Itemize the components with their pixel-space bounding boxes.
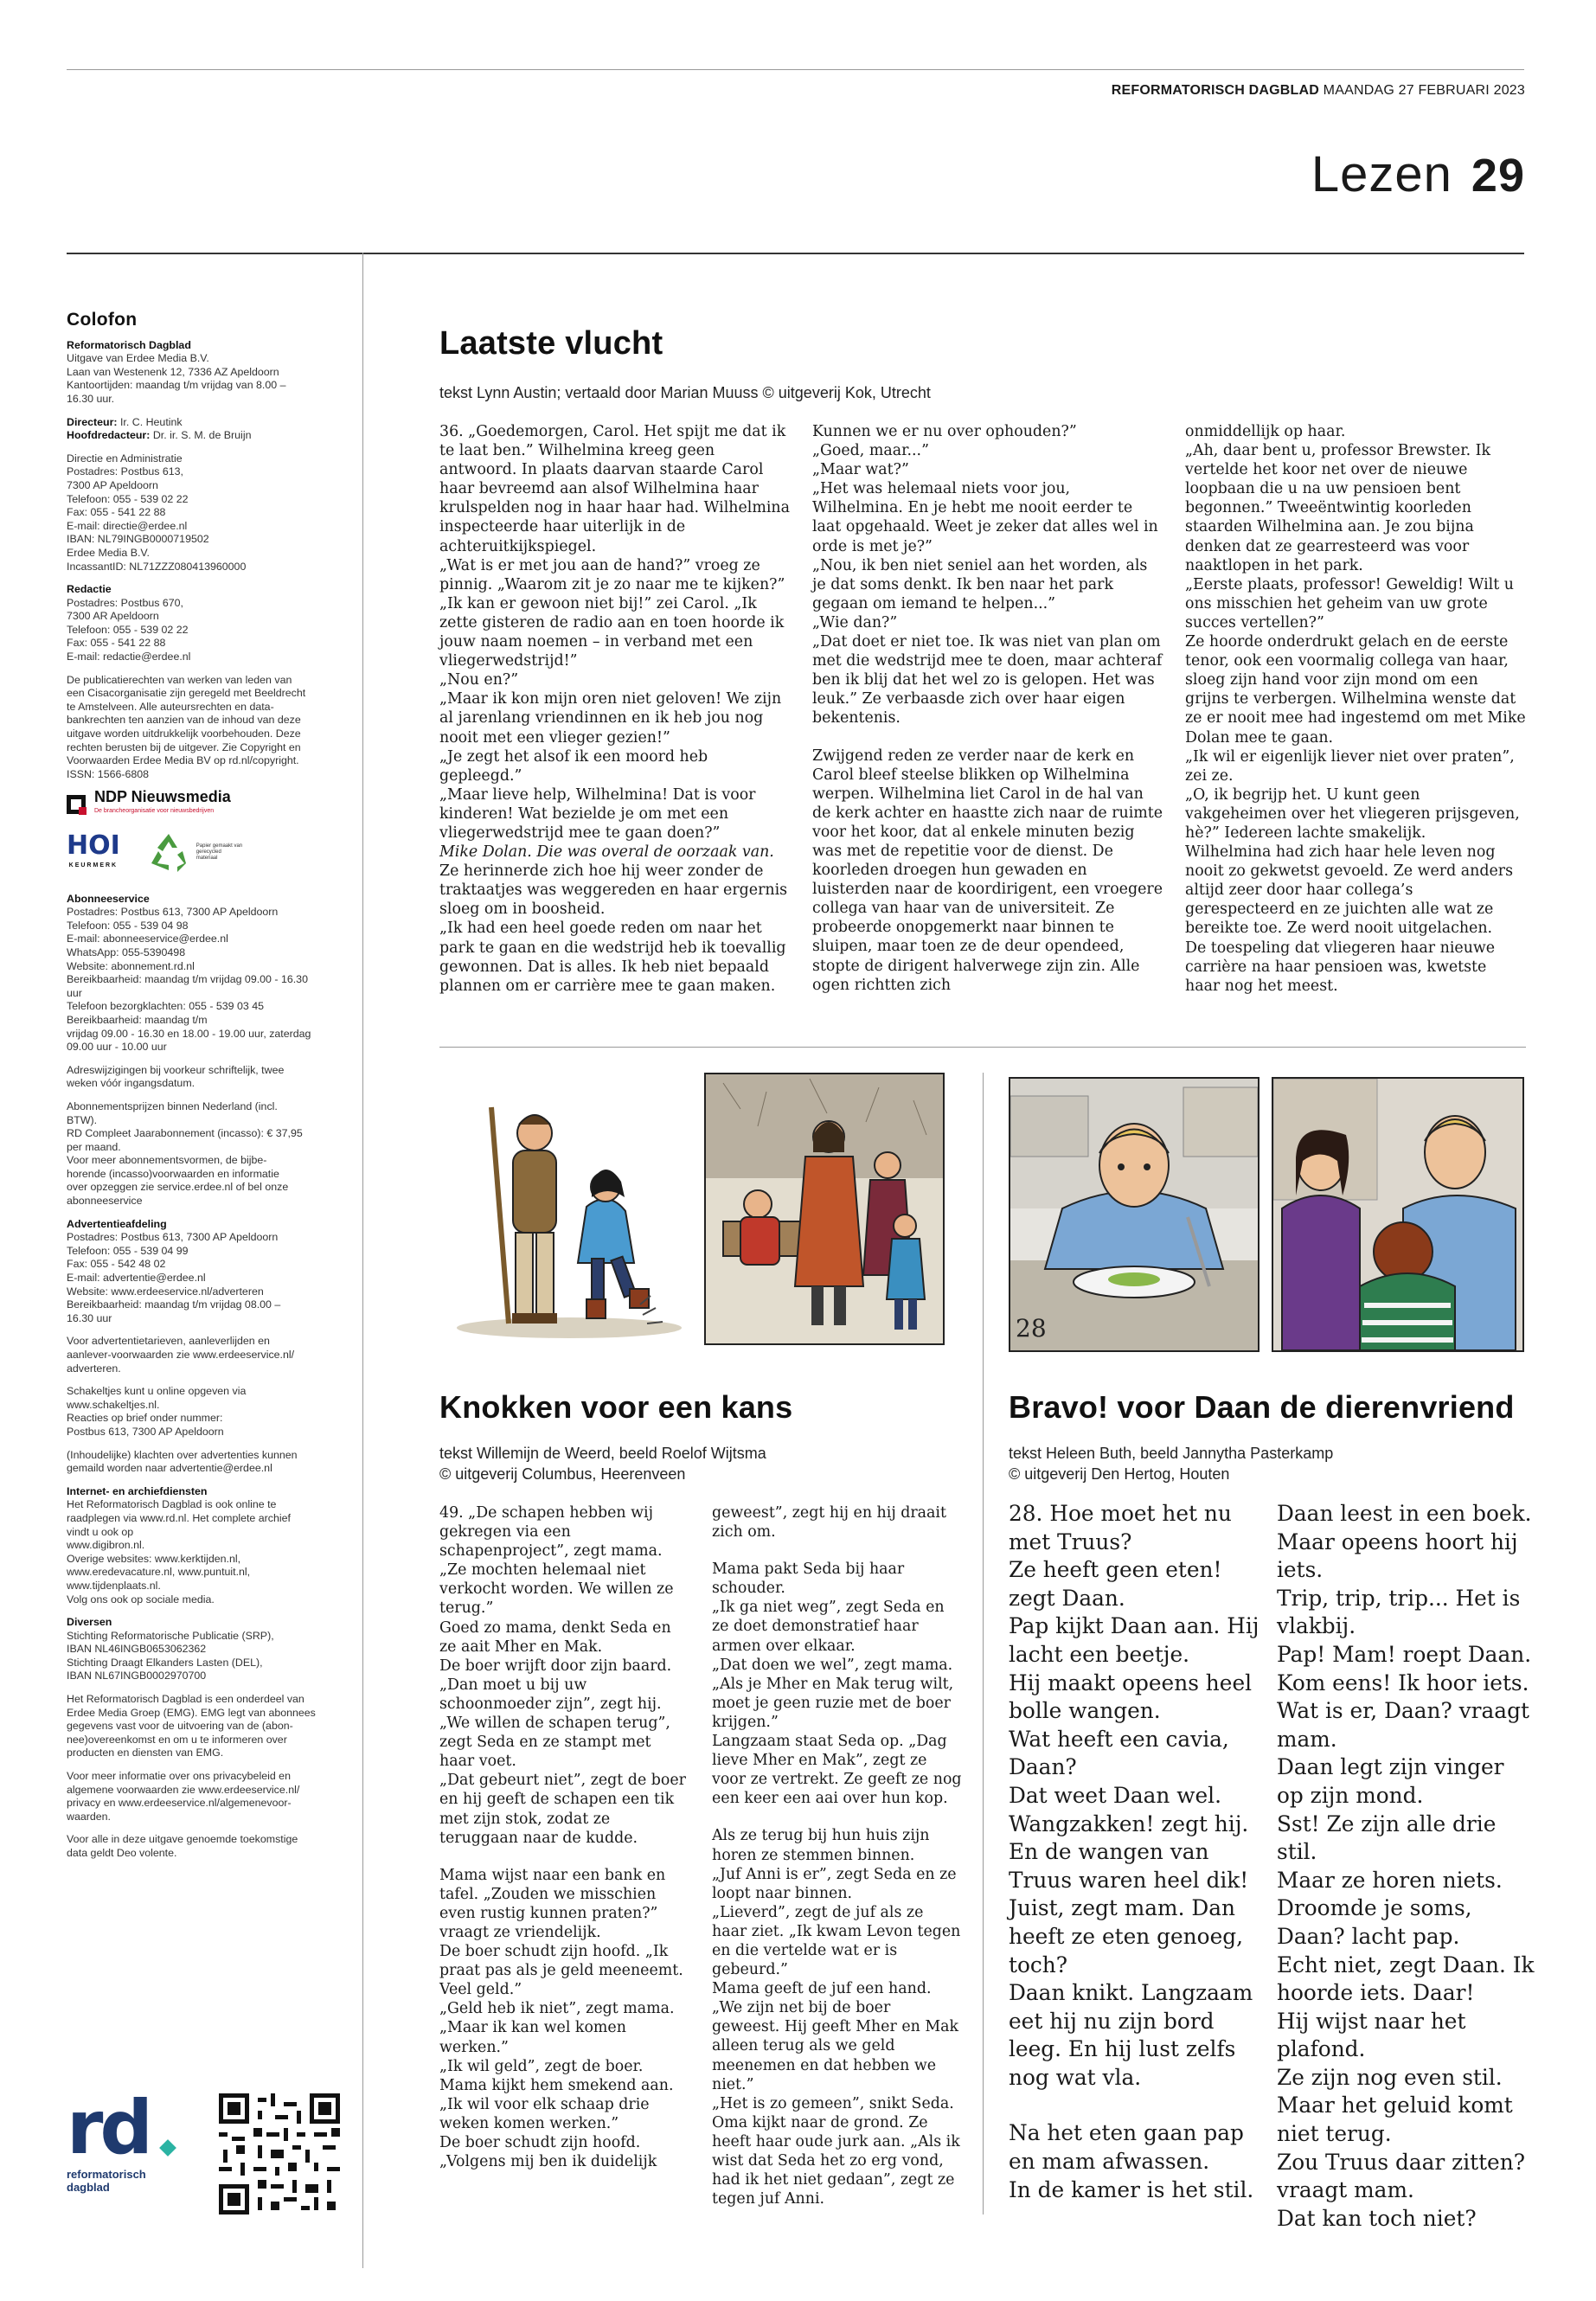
article2-paragraph: De boer wrijft door zijn baard. „Dan moet u bij uw schoonmoeder zijn”, zegt hij. [439,1657,672,1713]
admin-block [67,452,345,574]
colofon-line: data geldt Deo volente. [67,1847,177,1859]
rights-block [67,674,345,782]
article2-paragraph: „Juf Anni is er”, zegt Seda en ze loopt naar binnen. [712,1865,957,1902]
article1-paragraph: Mike Dolan. Die was overal de oorzaak van. [439,843,774,862]
section-header [1311,145,1525,203]
article3-title: Bravo! voor Daan de dierenvriend [1009,1389,1515,1425]
colofon-line: horende (incasso)voorwaarden en informatie [67,1167,279,1180]
colofon-line: E-mail: directie@erdee.nl [67,519,188,532]
colofon-line: Stichting Reformatorische Publicatie (SRP), [67,1629,274,1642]
director-label: Directeur: [67,415,118,428]
publication-name: REFORMATORISCH DAGBLAD [1111,83,1320,98]
colofon-line: Voor meer abonnementsvormen, de bijbe- [67,1154,267,1167]
tarieven-block [67,1335,345,1375]
colofon-line: Bereikbaarheid: maandag t/m [67,1013,208,1026]
rd-logo-name-2: dagblad [67,2181,110,2194]
keurmerk-text: KEURMERK [68,862,119,868]
certification-logos [67,830,345,875]
colofon-line: waarden. [67,1810,111,1823]
article3-paragraph: Pap kijkt Daan aan. Hij lacht een beetje. [1009,1613,1259,1667]
comic-daan-panel-2 [1272,1077,1524,1352]
article1-paragraph: 36. „Goedemorgen, Carol. Het spijt me dat ik te laat ben.” Wilhelmina kreeg geen antwoord. In plaats daarvan staarde Carol haar bevreemd aan alsof Wilhelmina haar krulspelden nog in haar haar had. Wilhelmina inspecteerde haar uiterlijk in de achteruitkijkspiegel. [439,423,790,555]
article1-paragraph: „Ik had een heel goede reden om naar het park te gaan en die wedstrijd heb ik toevallig gewonnen. Dat is alles. Ik heb niet bepaald plannen om er carrière mee te gaan maken. [439,920,786,995]
colofon-line: vrijdag 09.00 - 16.30 en 18.00 - 19.00 uur, zaterdag [67,1027,311,1040]
colofon-line: Postadres: Postbus 670, [67,596,184,609]
recycle-text: Papier gemaakt van gerecycled materiaal [195,843,243,862]
colofon-line: Postadres: Postbus 613, 7300 AP Apeldoorn [67,1231,279,1244]
advertentie-block [67,1218,345,1326]
emg-block [67,1693,345,1760]
hoi-keurmerk-logo [67,830,120,873]
article2-paragraph: Mama wijst naar een bank en tafel. „Zouden we misschien even rustig kunnen praten?” vraagt ze vriendelijk. [439,1866,666,1941]
publisher-name: Reformatorisch Dagblad [67,338,191,351]
article2-paragraph: Oma kijkt naar de grond. Ze heeft haar oude jurk aan. „Als ik wist dat Seda het zo erg vond, had ik het niet gedaan”, zegt ze tegen juf Anni. [712,2113,960,2208]
colofon-line: Voorwaarden Erdee Media BV op rd.nl/copyright. [67,754,299,767]
article1-paragraph: „Het was helemaal niets voor jou, Wilhelmina. En je hebt me nooit eerder te laat opgehaald. Weet je zeker dat alles wel in orde is met je?” [812,480,1158,555]
article1-paragraph: Wilhelmina had zich haar hele leven nog nooit zo gekwetst gevoeld. Ze werd anders altijd zeer door haar collega’s gerespecteerd en ze juichten alle wat ze bereikte toe. Ze werd nooit uitgelachen. [1185,843,1513,938]
deo-block [67,1833,345,1860]
article3-paragraph: Kom eens! Ik hoor iets. [1277,1670,1529,1695]
director-name: Ir. C. Heutink [119,415,183,428]
article3-paragraph: Dat weet Daan wel. [1009,1782,1221,1808]
colofon-line: Fax: 055 - 541 22 88 [67,637,166,650]
article3-paragraph: Wat heeft een cavia, Daan? [1009,1726,1229,1780]
colofon-line: Voor meer informatie over ons privacybeleid en [67,1770,291,1783]
colofon-line: Telefoon bezorgklachten: 055 - 539 03 45 [67,1000,265,1013]
colofon-line: Het Reformatorisch Dagblad is ook online te [67,1498,277,1511]
dad-eating-illustration [1010,1079,1258,1350]
article2-column-2 [712,1503,963,2208]
colofon-line: Postadres: Postbus 613, 7300 AP Apeldoorn [67,906,279,919]
colofon-line: vindt u ook op [67,1525,134,1538]
article3-paragraph: 28. Hoe moet het nu met Truus? [1009,1501,1232,1554]
article2-column-1 [439,1503,690,2171]
colofon-line: Kantoortijden: maandag t/m vrijdag van 8.00 – [67,379,286,392]
colofon-line: aanlever-voorwaarden zie www.erdeeservice.nl/ [67,1349,295,1361]
colofon-line: 16.30 uur [67,1311,112,1324]
colofon-line: Het Reformatorisch Dagblad is een onderdeel van [67,1693,304,1706]
article3-paragraph: Maar opeens hoort hij iets. [1277,1529,1518,1583]
colofon-line: WhatsApp: 055-5390498 [67,945,186,958]
colofon-line: Fax: 055 - 541 22 88 [67,506,166,519]
colofon-line: Website: abonnement.rd.nl [67,959,195,972]
colofon-line: Telefoon: 055 - 539 04 99 [67,1244,189,1257]
colofon-line: Abonnementsprijzen binnen Nederland (incl. [67,1099,278,1112]
internet-title: Internet- en archiefdiensten [67,1484,208,1497]
article2-paragraph: „Ze mochten helemaal niet verkocht worden. We willen ze terug.” [439,1561,674,1618]
colofon-line: Bereikbaarheid: maandag t/m vrijdag 09.00 - 16.30 [67,973,308,986]
article3-paragraph: In de kamer is het stil. [1009,2176,1254,2202]
header-rule [67,253,1524,254]
article3-paragraph: Echt niet, zegt Daan. Ik hoorde iets. Daar! [1277,1952,1535,2006]
colofon-line: Overige websites: www.kerktijden.nl, [67,1552,241,1565]
colofon-line: E-mail: redactie@erdee.nl [67,651,191,663]
article1-paragraph: „Maar wat?” [812,461,909,479]
colofon-line: Laan van Westenenk 12, 7336 AZ Apeldoorn [67,365,279,378]
comic-knokken-panel-1 [439,1073,699,1345]
colofon-line: te Amstelveen. Alle auteursrechten en data- [67,700,274,713]
article1-paragraph: „Maar ik kon mijn oren niet geloven! We zijn al jarenlang vriendinnen en ik heb jou nog nooit met een vlieger gezien!” [439,690,782,747]
colofon-line: Telefoon: 055 - 539 02 22 [67,623,189,636]
publisher-block [67,339,345,407]
colofon-line: BTW). [67,1113,98,1126]
article2-paragraph: Mama geeft de juf een hand. [712,1980,932,1998]
colofon-line: Volg ons ook op sociale media. [67,1593,215,1606]
colofon-line: IncassantID: NL71ZZZ080413960000 [67,560,247,573]
article1-title: Laatste vlucht [439,325,663,362]
colofon-line: Erdee Media B.V. [67,546,150,559]
article2-paragraph: De boer schudt zijn hoofd. „Ik praat pas als je geld meeneemt. Veel geld.” [439,1943,683,1999]
colofon-line: E-mail: abonneeservice@erdee.nl [67,933,228,945]
article1-paragraph: „Maar lieve help, Wilhelmina! Dat is voor kinderen! Wat bezielde je om met een vliegerwedstrijd mee te gaan doen?” [439,785,756,842]
article2-byline [439,1443,766,1484]
colofon-line: IBAN NL67INGB0002970700 [67,1670,207,1682]
colofon-line: algemene voorwaarden zie www.erdeeservice.nl/ [67,1783,300,1796]
article2-paragraph: „Dat gebeurt niet”, zegt de boer en hij geeft de schapen een tik met zijn stok, zodat ze teruggaan naar de kudde. [439,1772,686,1847]
article2-paragraph: De boer schudt zijn hoofd. [439,2134,641,2151]
article3-paragraph: Ze zijn nog even stil. [1277,2064,1503,2090]
article1-byline: tekst Lynn Austin; vertaald door Marian Muuss © uitgeverij Kok, Utrecht [439,384,931,401]
article1-paragraph: Ze hoorde onderdrukt gelach en de eerste tenor, ook een voormalig collega van haar, sloeg zijn hand voor zijn mond om een grijns te verbergen. Wilhelmina wenste dat ze er nooit mee had ingestemd om met Mike Dolan mee te gaan. [1185,633,1526,747]
article3-paragraph: Hij maakt opeens heel bolle wangen. [1009,1670,1253,1724]
recycle-logo [146,830,243,875]
article-divider [439,1047,1526,1048]
internet-block [67,1485,345,1606]
article2-title: Knokken voor een kans [439,1389,793,1425]
colofon-line: Telefoon: 055 - 539 04 98 [67,919,189,932]
article1-column-1 [439,422,791,996]
article2-paragraph: „Lieverd”, zegt de juf als ze haar ziet. „Ik kwam Levon tegen en die vertelde wat er is gebeurd.” [712,1903,961,1979]
ndp-name: NDP Nieuwsmedia [94,788,231,806]
redactie-block [67,583,345,664]
ndp-logo-icon [67,795,86,814]
rd-logo [67,2085,188,2194]
article3-paragraph: Trip, trip, trip... Het is vlakbij. [1277,1585,1521,1639]
article1-column-3 [1185,422,1526,996]
prijzen-block [67,1100,345,1208]
redactie-title: Redactie [67,583,112,596]
article1-paragraph: „Dat doet er niet toe. Ik was niet van plan om met die wedstrijd mee te doen, maar achteraf ben ik blij dat het wel zo is gelopen. Het was leuk.” Ze verbaasde zich over haar eigen bekentenis. [812,633,1163,727]
colofon-line: www.digibron.nl. [67,1539,145,1552]
article2-paragraph: „Volgens mij ben ik duidelijk [439,2153,657,2171]
article3-paragraph: En de wangen van Truus waren heel dik! [1009,1839,1249,1893]
colofon-line: Postbus 613, 7300 AP Apeldoorn [67,1425,224,1438]
comic-divider [983,1073,984,2214]
article3-paragraph: Droomde je soms, Daan? lacht pap. [1277,1895,1472,1949]
colofon-line: (Inhoudelijke) klachten over advertenties kunnen [67,1448,298,1461]
colofon-line: gemaild worden naar advertentie@erdee.nl [67,1462,272,1475]
recycle-icon [146,830,191,875]
klachten-block [67,1449,345,1476]
colofon-line: uur [67,986,82,999]
article1-paragraph: „Wat is er met jou aan de hand?” vroeg ze pinnig. „Waarom zit je zo naar me te kijken?” [439,556,785,593]
colofon-line: Schakeltjes kunt u online opgeven via [67,1385,247,1398]
colofon-line: 09.00 uur - 10.00 uur [67,1041,167,1054]
article1-paragraph: Zwijgend reden ze verder naar de kerk en Carol bleef steelse blikken op Wilhelmina werpen. Wilhelmina liet Carol in de hal van de kerk achter en haastte zich naar de ruimte voor het koor, dat al enkele minuten bezig was met de repetitie voor de dienst. De koorleden droegen hun gewaden en luisterden naar de koordirigent, een vroegere collega van haar van de universiteit. Ze probeerde onopgemerkt naar binnen te sluipen, maar toen ze de deur opendeed, stopte de dirigent halverwege zijn zin. Alle ogen richtten zich [812,747,1163,994]
abonnee-title: Abonneeservice [67,892,150,905]
adres-block [67,1064,345,1091]
article2-paragraph: „Dat doen we wel”, zegt mama. „Als je Mher en Mak terug wilt, moet je geen ruzie met de boer krijgen.” [712,1656,954,1731]
article2-paragraph: „We zijn net bij de boer geweest. Hij geeft Mher en Mak alleen terug als we geld meenemen en dat hebben we niet.” [712,1999,959,2093]
article1-paragraph: „Nou, ik ben niet seniel aan het worden, als je dat soms denkt. Ik ben naar het park gegaan om iemand te helpen...” [812,556,1148,612]
article3-paragraph: Sst! Ze zijn alle drie stil. [1277,1811,1497,1865]
article2-paragraph: Mama pakt Seda bij haar schouder. [712,1561,905,1598]
ndp-tagline: De brancheorganisatie voor nieuwsbedrijven [94,808,215,814]
colofon-line: uitgave worden uitdrukkelijk voorbehouden. Deze [67,727,301,740]
article3-column-2 [1277,1500,1535,2233]
family-listening-illustration [1273,1079,1522,1350]
article3-paragraph: Hij wijst naar het plafond. [1277,2008,1466,2062]
page-number: 29 [1471,150,1525,202]
colofon-line: raadplegen via www.rd.nl. Het complete archief [67,1511,291,1524]
article2-paragraph: „We willen de schapen terug”, zegt Seda en ze stampt met haar voet. [439,1715,670,1771]
colofon-line: een Cisacorganisatie zijn geregeld met Beeldrecht [67,687,306,700]
colofon-line: Adreswijzigingen bij voorkeur schriftelijk, twee [67,1063,285,1076]
article3-paragraph: Juist, zegt mam. Dan heeft ze eten genoeg, toch? [1009,1895,1244,1977]
privacy-block [67,1770,345,1823]
colofon-line: rechten berusten bij de uitgever. Zie Copyright en [67,740,301,753]
colofon-line: IBAN NL46INGB0653062362 [67,1643,207,1656]
article3-byline-line: © uitgeverij Den Hertog, Houten [1009,1465,1230,1483]
article3-byline-line: tekst Heleen Buth, beeld Jannytha Pasterkamp [1009,1445,1334,1462]
abonnee-block [67,893,345,1054]
management-block [67,416,345,443]
colofon-line: www.tijdenplaats.nl. [67,1579,161,1592]
colofon-line: De publicatierechten van werken van leden van [67,673,292,686]
article2-paragraph: Als ze terug bij hun huis zijn horen ze stemmen binnen. [712,1827,930,1864]
ndp-logo [67,788,345,817]
comic-daan-panel-1 [1009,1077,1259,1352]
colofon-line: Stichting Draagt Elkanders Lasten (DEL), [67,1656,263,1669]
article1-paragraph: „Ik kan er gewoon niet bij!” zei Carol. „Ik zette gisteren de radio aan en toen hoorde ik jouw naam noemen – in verband met een vliegerwedstrijd!” [439,594,785,670]
article2-paragraph: „Het is zo gemeen”, snikt Seda. [712,2094,954,2112]
diversen-block [67,1616,345,1683]
colofon-line: www.schakeltjes.nl. [67,1398,160,1411]
article2-paragraph: geweest”, zegt hij en hij draait zich om. [712,1504,946,1541]
colofon-line: Fax: 055 - 542 48 02 [67,1258,166,1271]
colofon-line: bankrechten ten aanzien van de inhoud van deze [67,714,301,727]
article3-paragraph: Na het eten gaan pap en mam afwassen. [1009,2120,1244,2175]
article2-byline-line: tekst Willemijn de Weerd, beeld Roelof Wijtsma [439,1445,766,1462]
rd-logo-letters: rd [67,2085,150,2171]
article1-paragraph: „Goed, maar...” [812,442,929,460]
colofon-line: adverteren. [67,1362,121,1375]
article3-paragraph: Ze heeft geen eten! zegt Daan. [1009,1557,1222,1611]
article2-paragraph: „Ik ga niet weg”, zegt Seda en ze doet demonstratief haar armen over elkaar. [712,1599,945,1655]
article3-paragraph: Wat is er, Daan? vraagt mam. [1277,1698,1529,1752]
family-scene-illustration [706,1074,943,1343]
girl-figure [578,1170,649,1318]
colofon-line: gegevens vast voor de uitvoering van de (abon- [67,1720,293,1733]
article1-column-2 [812,422,1163,995]
article3-column-1 [1009,1500,1270,2204]
colofon-line: RD Compleet Jaarabonnement (incasso): € 37,95 [67,1127,303,1140]
colofon-line: 7300 AP Apeldoorn [67,478,158,491]
comic-knokken-panel-2 [704,1073,945,1345]
qr-code-icon [219,2093,340,2214]
article1-paragraph: „Wie dan?” [812,613,898,631]
article1-paragraph: De toespeling dat vliegeren haar nieuwe carrière na haar pensioen was, kwetste haar nog het meest. [1185,939,1496,995]
article1-paragraph: „O, ik begrijp het. U kunt geen vakgeheimen over het vliegeren prijsgeven, hè?” Iedereen lachte smakelijk. [1185,785,1520,842]
article3-paragraph: Maar het geluid komt niet terug. [1277,2093,1513,2147]
colofon-line: E-mail: advertentie@erdee.nl [67,1272,206,1285]
schakeltjes-block [67,1385,345,1439]
colofon-line: Erdee Media Groep (EMG). EMG legt van abonnees [67,1706,316,1719]
article2-paragraph: 49. „De schapen hebben wij gekregen via een schapenproject”, zegt mama. [439,1504,663,1561]
article3-paragraph: Daan leest in een boek. [1277,1501,1532,1526]
colofon-line: Voor advertentietarieven, aanleverlijden en [67,1335,270,1348]
article2-paragraph: „Geld heb ik niet”, zegt mama. „Maar ik kan wel komen werken.” [439,2000,675,2056]
article3-paragraph: Pap! Mam! roept Daan. [1277,1641,1532,1667]
editor-label: Hoofdredacteur: [67,429,151,442]
article1-paragraph: onmiddellijk op haar. [1185,423,1346,440]
colofon-line: Postadres: Postbus 613, [67,465,184,478]
colofon-line: Website: www.erdeeservice.nl/adverteren [67,1285,264,1298]
colofon-line: Uitgave van Erdee Media B.V. [67,352,209,365]
top-rule [67,69,1524,70]
article3-paragraph: Daan knikt. Langzaam eet hij nu zijn bord leeg. En hij lust zelfs nog wat vla. [1009,1980,1253,2090]
article2-paragraph: Goed zo mama, denkt Seda en ze aait Mher en Mak. [439,1618,671,1656]
colofon-line: Directie en Administratie [67,452,183,465]
header-meta [1112,83,1525,99]
article3-paragraph: Zou Truus daar zitten? vraagt mam. [1277,2149,1525,2203]
colofon-line: over opzeggen zie service.erdee.nl of bel onze [67,1181,289,1194]
colofon-line: Bereikbaarheid: maandag t/m vrijdag 08.00 – [67,1298,281,1311]
article1-paragraph: Kunnen we er nu over ophouden?” [812,423,1077,440]
colofon [67,310,345,1870]
article1-paragraph: Ze herinnerde zich hoe hij weer zonder de traktaatjes was weggereden en haar ergernis sloeg om in boosheid. [439,862,788,919]
colofon-line: weken vóór ingangsdatum. [67,1077,195,1090]
article3-paragraph: Maar ze horen niets. [1277,1867,1503,1893]
colofon-line: per maand. [67,1140,121,1153]
colofon-line: 16.30 uur. [67,392,115,405]
article1-paragraph: „Ik wil er eigenlijk liever niet over praten”, zei ze. [1185,747,1515,785]
article2-paragraph: Mama kijkt hem smekend aan. „Ik wil voor elk schaap drie weken komen werken.” [439,2076,674,2132]
colofon-title: Colofon [67,310,138,330]
article3-byline [1009,1443,1333,1484]
colofon-line: ISSN: 1566-6808 [67,767,150,780]
article1-paragraph: „Ah, daar bent u, professor Brewster. Ik vertelde het koor net over de nieuwe loopbaan die u na uw pensioen bent begonnen.” Tweeëntwintig koorleden staarden Wilhelmina aan. Je zou bijna denken dat ze gearresteerd was voor naaktlopen in het park. [1185,442,1491,574]
colofon-line: Telefoon: 055 - 539 02 22 [67,492,189,505]
panel-number: 28 [1016,1314,1047,1343]
article1-paragraph: „Eerste plaats, professor! Geweldig! Wilt u ons misschien het geheim van uw grote succes vertellen?” [1185,575,1514,631]
colofon-line: privacy en www.erdeeservice.nl/algemenevoor- [67,1797,292,1810]
publication-date: MAANDAG 27 FEBRUARI 2023 [1323,83,1525,98]
article2-paragraph: „Ik wil geld”, zegt de boer. [439,2057,644,2075]
article2-paragraph: Langzaam staat Seda op. „Dag lieve Mher en Mak”, zegt ze voor ze vertrekt. Ze geeft ze nog een keer een aai over hun kop. [712,1733,962,1808]
article1-paragraph: „Nou en?” [439,671,519,689]
article2-byline-line: © uitgeverij Columbus, Heerenveen [439,1465,686,1483]
colofon-line: www.eredevacature.nl, www.puntuit.nl, [67,1566,251,1579]
colofon-line: producten en diensten van EMG. [67,1747,224,1759]
farmer-figure [491,1107,557,1324]
editor-name: Dr. ir. S. M. de Bruijn [152,429,252,442]
colofon-line: IBAN: NL79INGB0000719502 [67,533,209,546]
colofon-line: abonneeservice [67,1195,143,1208]
advertentie-title: Advertentieafdeling [67,1217,167,1230]
article3-paragraph: Wangzakken! zegt hij. [1009,1811,1249,1836]
qr-code[interactable] [219,2093,340,2214]
section-title: Lezen [1311,146,1452,202]
colofon-line: 7300 AR Apeldoorn [67,610,159,623]
article3-paragraph: Daan legt zijn vinger op zijn mond. [1277,1754,1504,1808]
diversen-title: Diversen [67,1616,112,1629]
article3-paragraph: Dat kan toch niet? [1277,2205,1477,2231]
colofon-divider [362,253,363,2268]
farmer-girl-illustration [439,1073,699,1345]
rd-logo-name-1: reformatorisch [67,2168,146,2181]
colofon-line: nee)overeenkomst en om u te informeren over [67,1733,287,1746]
colofon-line: Voor alle in deze uitgave genoemde toekomstige [67,1833,298,1846]
article1-paragraph: „Je zegt het alsof ik een moord heb gepleegd.” [439,747,708,785]
colofon-line: Reacties op brief onder nummer: [67,1412,223,1425]
hoi-logo-text: HOI [67,830,120,861]
